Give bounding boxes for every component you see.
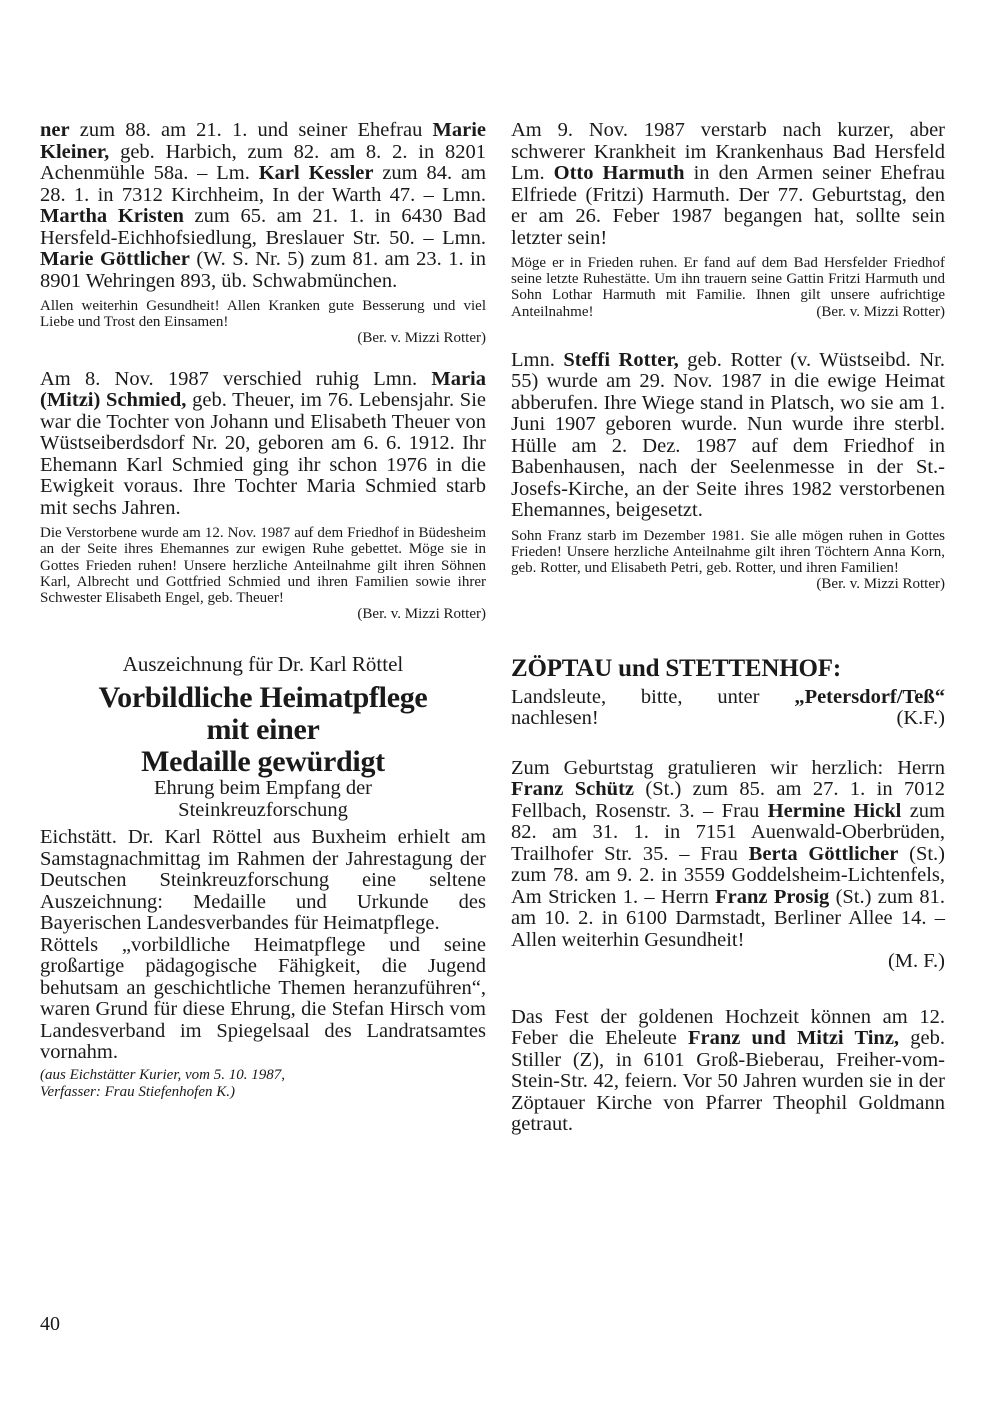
article-headline-line1: Vorbildliche Heimatpflege [98, 681, 428, 715]
right-column [511, 120, 945, 1136]
article-headline-line3: Medaille gewürdigt [141, 745, 385, 779]
article-source: (aus Eichstätter Kurier, vom 5. 10. 1987, [40, 1066, 285, 1083]
article-roettel [40, 652, 486, 1101]
obituary-schmied: Am 8. Nov. 1987 verschied ruhig Lmn. Maria (Mitzi) Schmied, geb. Theuer, im 76. Lebensjahr. Sie war die Tochter von Johann und Elisabeth Theuer von Wüstseiberdsdorf Nr. 20, geboren am 6. 6. 1912. Ihr Ehemann Karl Schmied ging ihr schon 1976 in die Ewigkeit voraus. Ihre Tochter Maria Schmied starb mit sechs Jahren. Die Verstorbene wurde am 12. Nov. 1987 auf dem Friedhof in Büdesheim an der Seite ihres Ehemannes zur ewigen Ruhe gebettet. Möge sie in Gottes Frieden ruhen! Unsere herzliche Anteilnahme gilt ihren Söhnen Karl, Albrecht und Gottfried Schmied und ihren Familien sowie ihrer Schwester Elisabeth Engel, geb. Theuer! (Ber. v. Mizzi Rotter) [40, 367, 486, 623]
obituary-rotter: Lmn. Steffi Rotter, geb. Rotter (v. Wüstseibd. Nr. 55) wurde am 29. Nov. 1987 in die ewige Heimat abberufen. Ihre Wiege stand in Platsch, wo sie am 1. Juni 1907 geboren wurde. Nun wurde ihre sterbl. Hülle am 2. Dez. 1987 auf dem Friedhof in Babenhausen, nach der Seelenmesse in der St.-Josefs-Kirche, an der Seite ihres 1982 verstorbenen Ehemannes, beigesetzt. Sohn Franz starb im Dezember 1981. Sie alle mögen ruhen in Gottes Frieden! Unsere herzliche Anteilnahme gilt ihren Töchtern Anna Korn, geb. Rotter, und Elisabeth Petri, geb. Rotter, und ihren Familien! (Ber. v. Mizzi Rotter) [511, 348, 946, 593]
section-signature: (K.F.) [896, 707, 945, 730]
golden-wedding: Das Fest der goldenen Hochzeit können am 12. Feber die Eheleute Franz und Mitzi Tinz, geb. Stiller (Z), in 6101 Groß-Bieberau, Freiher-vom-Stein-Str. 42, feiern. Vor 50 Jahren wurden sie in der Zöptauer Kirche von Pfarrer Theophil Goldmann getraut. [511, 1005, 945, 1136]
obituary-note: Die Verstorbene wurde am 12. Nov. 1987 auf dem Friedhof in Büdesheim an der Seite ihres Ehemannes zur ewigen Ruhe gebettet. Möge sie in Gottes Frieden ruhen! Unsere herzliche Anteilnahme gilt ihren Söhnen Karl, Albrecht und Gottfried Schmied und ihren Familien sowie ihrer Schwester Elisabeth Engel, geb. Theuer! [40, 525, 486, 606]
birthday-list: Zum Geburtstag gratulieren wir herzlich: Herrn Franz Schütz (St.) zum 85. am 27. 1. in 7012 Fellbach, Rosenstr. 3. – Frau Hermine Hickl zum 82. am 31. 1. in 7151 Auenwald-Oberbrüden, Trailhofer Str. 35. – Frau Berta Göttlicher (St.) zum 78. am 9. 2. in 3559 Goddelsheim-Lichtenfels, Am Stricken 1. – Herrn Franz Prosig (St.) zum 81. am 10. 2. in 6100 Darmstadt, Berliner Allee 14. – Allen weiterhin Gesundheit! (M. F.) [511, 756, 946, 973]
article-paragraph: Eichstätt. Dr. Karl Röttel aus Buxheim erhielt am Samstagnachmittag im Rahmen der Jahrestagung der Deutschen Steinkreuzforschung eine seltene Auszeichnung: Medaille und Urkunde des Bayerischen Landesverbandes für Heimatpflege. [40, 826, 486, 935]
reporter-credit: (Ber. v. Mizzi Rotter) [816, 576, 945, 593]
wishes-note: Allen weiterhin Gesundheit! Allen Kranken gute Besserung und viel Liebe und Trost den Einsamen! [40, 298, 486, 331]
article-subheadline: Ehrung beim Empfang der Steinkreuzforschung [153, 777, 373, 821]
obituary-harmuth: Am 9. Nov. 1987 verstarb nach kurzer, aber schwerer Krankheit im Krankenhaus Bad Hersfeld Lm. Otto Harmuth in den Armen seiner Ehefrau Elfriede (Fritzi) Harmuth. Der 77. Geburtstag, den er am 26. Feber 1987 begangen hat, sollte sein letzter sein! Möge er in Frieden ruhen. Er fand auf dem Bad Hersfelder Friedhof seine letzte Ruhestätte. Um ihn trauern seine Gattin Fritzi Harmuth und Sohn Lothar Harmuth mit Familie. Ihnen gilt unsere aufrichtige Anteilnahme! (Ber. v. Mizzi Rotter) [511, 119, 945, 320]
article-kicker: Auszeichnung für Dr. Karl Röttel [122, 652, 404, 677]
section-heading: ZÖPTAU und STETTENHOF: [511, 654, 841, 682]
section-signature: (M. F.) [887, 950, 945, 973]
article-headline-line2: mit einer [206, 713, 320, 747]
obituary-note: Sohn Franz starb im Dezember 1981. Sie alle mögen ruhen in Gottes Frieden! Unsere herzliche Anteilnahme gilt ihren Töchtern Anna Korn, geb. Rotter, und Elisabeth Petri, geb. Rotter, und ihren Familien! (Ber. v. Mizzi Rotter) [511, 527, 945, 593]
obituary-note: Möge er in Frieden ruhen. Er fand auf dem Bad Hersfelder Friedhof seine letzte Ruhestätte. Um ihn trauern seine Gattin Fritzi Harmuth und Sohn Lothar Harmuth mit Familie. Ihnen gilt unsere aufrichtige Anteilnahme! (Ber. v. Mizzi Rotter) [511, 255, 945, 320]
reporter-credit: (Ber. v. Mizzi Rotter) [816, 303, 945, 320]
page-number: 40 [40, 1313, 60, 1335]
reporter-credit: (Ber. v. Mizzi Rotter) [357, 330, 486, 347]
article-paragraph: Röttels „vorbildliche Heimatpflege und seine großartige pädagogische Fähigkeit, die Jugend behutsam an geschichtliche Themen heranzuführen“, waren Grund für diese Ehrung, die Stefan Hirsch vom Landesverband im Spiegelsaal des Landratsamtes vornahm. [40, 933, 486, 1064]
section-zoeptau: ZÖPTAU und STETTENHOF: Landsleute, bitte, unter „Petersdorf/Teß“ nachlesen! (K.F.) [511, 654, 945, 730]
article-author: Verfasser: Frau Stiefenhofen K.) [40, 1083, 235, 1100]
left-column [40, 120, 486, 1101]
reporter-credit: (Ber. v. Mizzi Rotter) [357, 606, 486, 623]
birthday-continuation: ner zum 88. am 21. 1. und seiner Ehefrau Marie Kleiner, geb. Harbich, zum 82. am 8. 2. in 8201 Achenmühle 58a. – Lm. Karl Kessler zum 84. am 28. 1. in 7312 Kirchheim, In der Warth 47. – Lmn. Martha Kristen zum 65. am 21. 1. in 6430 Bad Hersfeld-Eichhofsiedlung, Breslauer Str. 50. – Lmn. Marie Göttlicher (W. S. Nr. 5) zum 81. am 23. 1. in 8901 Wehringen 893, üb. Schwabmünchen. Allen weiterhin Gesundheit! Allen Kranken gute Besserung und viel Liebe und Trost den Einsamen! (Ber. v. Mizzi Rotter) [40, 119, 487, 347]
